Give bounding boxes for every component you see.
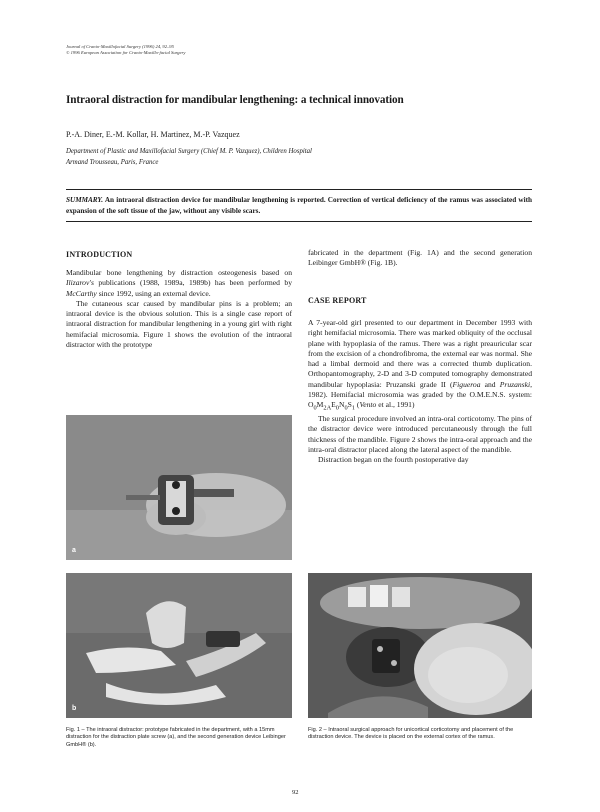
figure-1a-photo: [66, 415, 292, 560]
figure-1b-photo: [66, 573, 292, 718]
case-report-text: [308, 318, 532, 466]
case-paragraph-2: The surgical procedure involved an intra-oral corticotomy. The pins of the distractor device were introduced percutaneously through the full thickness of the mandible. Figure 2 shows the intra-oral approach and the intra-oral distractor placed along the lateral aspect of the mandible.: [308, 414, 532, 455]
figure-1a-label: a: [72, 547, 76, 554]
affiliation-line-1: Department of Plastic and Maxillofacial Surgery (Chief M. P. Vazquez), Children Hospital: [66, 148, 312, 155]
figure-1-caption: Fig. 1 – The intraoral distractor: prototype fabricated in the department, with a 15mm distraction for the distraction plate screw (a), and the second generation device Leibinger GmbH® (b).: [66, 727, 286, 748]
summary-lead: SUMMARY.: [66, 196, 104, 204]
intro-paragraph-2: The cutaneous scar caused by mandibular pins is a problem; an intraoral device is the obvious solution. This is a single case report of intraoral distraction for mandibular lengthening in a young girl with right hemifacial microsomia. Figure 1 shows the evolution of the intraoral distractor with the prototype: [66, 298, 292, 350]
summary-bottom-rule: [66, 221, 532, 222]
summary-text: An intraoral distraction device for mandibular lengthening is reported. Correction of vertical deficiency of the ramus was associated with expansion of the soft tissue of the jaw, without any visible scars.: [66, 196, 532, 215]
figure-2-photo: [308, 573, 532, 718]
case-paragraph-3: Distraction began on the fourth postoperative day: [318, 455, 469, 465]
page-number: 92: [292, 789, 299, 796]
case-paragraph-1: A 7-year-old girl presented to our department in December 1993 with right hemifacial microsomia. There was marked obliquity of the occlusal plane with hypoplasia of the ramus. There was a right preauricular scar from the excision of a chondrofibroma, the external ear was normal. She had a limbal dermoid and there was a corrected thumb duplication. Orthopantomography, 2-D and 3-D computed tomography demonstrated mandibular hypoplasia: Pruzanski grade II (Figueroa and Pruzanski, 1982). Hemifacial microsomia was graded by the O.M.E.N.S. system: $O_0M_{2A}E_0N_0S_1$ (Vento et al., 1991): [308, 318, 532, 412]
introduction-text: [66, 268, 292, 350]
summary-block: [66, 195, 532, 216]
figure-2-caption: Fig. 2 – Intraoral surgical approach for unicortical corticotomy and placement of the distraction device. The device is placed on the external cortex of the ramus.: [308, 727, 514, 741]
summary-top-rule: [66, 189, 532, 190]
right-column-intro-text: fabricated in the department (Fig. 1A) and the second generation Leibinger GmbH® (Fig. 1B).: [308, 248, 532, 268]
journal-copyright: © 1996 European Association for Cranio-Maxillo-facial Surgery: [66, 49, 186, 55]
article-title: Intraoral distraction for mandibular lengthening: a technical innovation: [66, 94, 404, 106]
case-report-heading: CASE REPORT: [308, 296, 367, 305]
affiliation: [66, 146, 312, 168]
intro-paragraph-1: Mandibular bone lengthening by distraction osteogenesis based on Ilizarov's publications (1988, 1989a, 1989b) has been performed by McCarthy since 1992, using an external device.: [66, 268, 292, 298]
affiliation-line-2: Armand Trousseau, Paris, France: [66, 159, 159, 166]
figure-1b-label: b: [72, 705, 77, 712]
author-list: P.-A. Diner, E.-M. Kollar, H. Martinez, M.-P. Vazquez: [66, 130, 240, 139]
journal-citation: Journal of Cranio-Maxillofacial Surgery (1996) 24, 92–95: [66, 44, 174, 49]
journal-header: [66, 44, 185, 55]
introduction-heading: INTRODUCTION: [66, 250, 133, 259]
